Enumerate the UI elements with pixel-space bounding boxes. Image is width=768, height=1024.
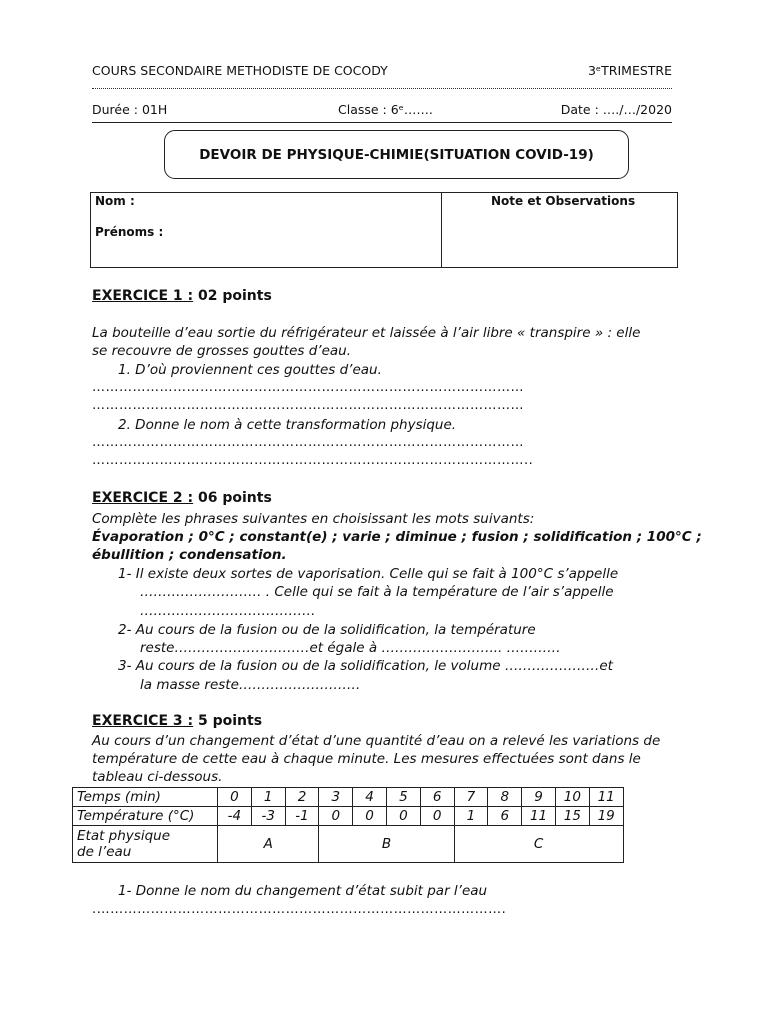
date-field: Date : …./…/2020 (560, 102, 672, 117)
time-cell: 3 (319, 788, 353, 807)
temperature-cell: 15 (555, 807, 589, 826)
box-divider (441, 193, 442, 267)
temperature-cell: 6 (488, 807, 522, 826)
state-cell-c[interactable]: C (454, 826, 623, 863)
ex3-answer-line[interactable]: .………………………………………………………………………………. (92, 902, 507, 917)
ex1-answer-line[interactable]: …………………………………………………………………………………….. (92, 453, 534, 468)
state-cell-a[interactable]: A (218, 826, 319, 863)
ex1-question1: 1. D’où proviennent ces gouttes d’eau. (118, 362, 382, 378)
ex2-item3-line1[interactable]: 3- Au cours de la fusion ou de la solidification, le volume …………………et (118, 658, 613, 674)
trimester: 3ᵉTRIMESTRE (587, 63, 672, 78)
temperature-cell: 1 (454, 807, 488, 826)
time-cell: 0 (218, 788, 252, 807)
ex1-question2: 2. Donne le nom à cette transformation physique. (118, 417, 457, 433)
row-label-state (73, 826, 218, 863)
time-cell: 11 (589, 788, 623, 807)
ex1-intro-line1: La bouteille d’eau sortie du réfrigérateur et laissée à l’air libre « transpire » : elle (92, 325, 641, 341)
ex2-word-bank-line2: ébullition ; condensation. (92, 547, 287, 563)
temperature-cell: -4 (218, 807, 252, 826)
temperature-cell: 19 (589, 807, 623, 826)
nom-label: Nom : (95, 194, 135, 208)
time-cell: 10 (555, 788, 589, 807)
duration: Durée : 01H (92, 102, 168, 117)
ex2-item1-line1: 1- Il existe deux sortes de vaporisation. Celle qui se fait à 100°C s’appelle (118, 566, 619, 582)
ex3-points: 5 points (193, 713, 263, 729)
school-name: COURS SECONDAIRE METHODISTE DE COCODY (92, 63, 388, 78)
row-label-state-line2: de l’eau (77, 844, 132, 860)
header-dotted-rule (92, 88, 672, 89)
exam-title: DEVOIR DE PHYSIQUE-CHIMIE (199, 146, 424, 163)
temperature-cell: -3 (251, 807, 285, 826)
time-cell: 9 (522, 788, 556, 807)
time-cell: 2 (285, 788, 319, 807)
row-label-temperature: Température (°C) (73, 807, 218, 826)
table-row (73, 826, 624, 863)
prenoms-label: Prénoms : (95, 225, 164, 239)
ex2-item1-line3[interactable]: ………………………………… (140, 603, 316, 619)
ex1-answer-line[interactable]: …………………………………………………………………………………… (92, 435, 524, 450)
ex2-points: 06 points (193, 490, 272, 506)
temperature-cell: -1 (285, 807, 319, 826)
temperature-cell: 0 (353, 807, 387, 826)
temperature-cell: 0 (386, 807, 420, 826)
header-rule (92, 122, 672, 123)
temperature-cell: 11 (522, 807, 556, 826)
ex3-heading (92, 713, 262, 729)
note-label: Note et Observations (491, 194, 636, 208)
time-cell: 5 (386, 788, 420, 807)
ex3-intro-line1: Au cours d’un changement d’état d’une quantité d’eau on a relevé les variations de (92, 733, 661, 749)
ex2-item3-line2[interactable]: la masse reste……………………… (140, 677, 361, 693)
temperature-cell: 0 (319, 807, 353, 826)
temperature-cell: 0 (420, 807, 454, 826)
student-info-box (90, 192, 678, 268)
ex1-title: EXERCICE 1 : (92, 288, 194, 304)
ex3-intro-line3: tableau ci-dessous. (92, 769, 223, 785)
ex3-title: EXERCICE 3 : (92, 713, 194, 729)
exam-subtitle: (SITUATION COVID-19) (423, 146, 594, 163)
state-cell-b[interactable]: B (319, 826, 454, 863)
exam-title-box (164, 130, 629, 179)
table-row (73, 788, 624, 807)
time-cell: 7 (454, 788, 488, 807)
row-label-time: Temps (min) (73, 788, 218, 807)
ex3-question1: 1- Donne le nom du changement d’état subit par l’eau (118, 883, 488, 899)
ex1-intro-line2: se recouvre de grosses gouttes d’eau. (92, 343, 351, 359)
ex2-heading (92, 490, 272, 506)
ex1-answer-line[interactable]: …………………………………………………………………………………… (92, 398, 524, 413)
ex3-intro-line2: température de cette eau à chaque minute. Les mesures effectuées sont dans le (92, 751, 641, 767)
row-label-state-line1: Etat physique (77, 828, 171, 844)
ex1-heading (92, 288, 272, 304)
time-cell: 8 (488, 788, 522, 807)
time-cell: 4 (353, 788, 387, 807)
ex2-title: EXERCICE 2 : (92, 490, 194, 506)
ex2-item2-line1: 2- Au cours de la fusion ou de la solidification, la température (118, 622, 536, 638)
class-field: Classe : 6ᵉ……. (338, 102, 433, 117)
ex2-word-bank-line1: Évaporation ; 0°C ; constant(e) ; varie ; diminue ; fusion ; solidification ; 100°C ; (92, 529, 702, 545)
time-cell: 6 (420, 788, 454, 807)
ex2-intro: Complète les phrases suivantes en choisissant les mots suivants: (92, 511, 535, 527)
table-row (73, 807, 624, 826)
ex2-item1-line2[interactable]: ……………………… . Celle qui se fait à la température de l’air s’appelle (140, 584, 614, 600)
temperature-table (72, 787, 624, 863)
time-cell: 1 (251, 788, 285, 807)
ex1-points: 02 points (193, 288, 272, 304)
ex2-item2-line2[interactable]: reste…………………………et égale à ……………………... ………… (140, 640, 561, 656)
ex1-answer-line[interactable]: …………………………………………………………………………………… (92, 380, 524, 395)
